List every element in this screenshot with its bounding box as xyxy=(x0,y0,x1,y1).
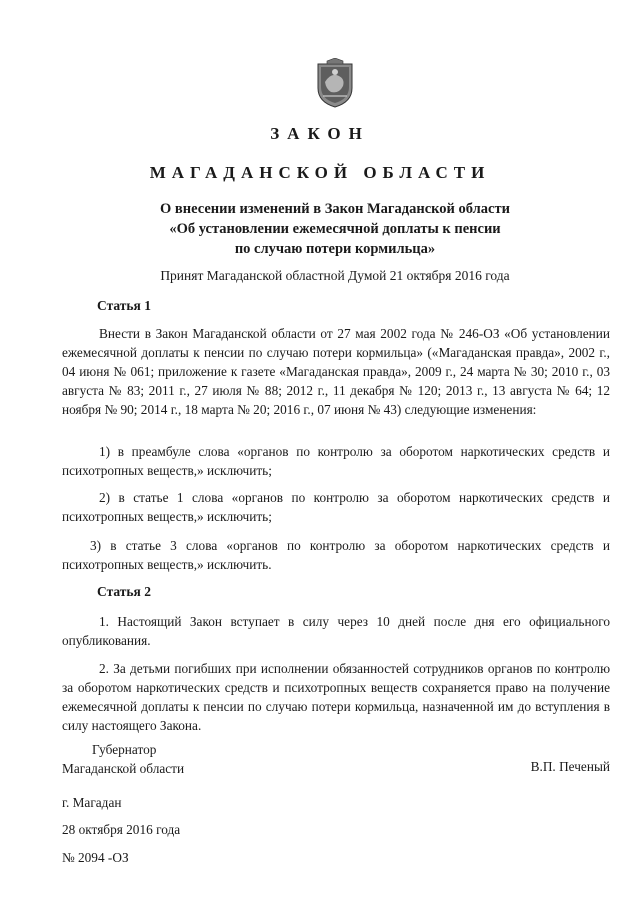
footer-city: г. Магадан xyxy=(62,795,122,810)
law-title-line: «Об установлении ежемесячной доплаты к пенсии xyxy=(169,221,501,237)
signature-title-line: Губернатор xyxy=(92,742,157,757)
footer-date: 28 октября 2016 года xyxy=(62,822,181,837)
signatory-name: В.П. Печеный xyxy=(530,759,610,774)
footer-number: № 2094 -ОЗ xyxy=(62,850,129,865)
article-2-heading: Статья 2 xyxy=(97,584,151,599)
signature-title xyxy=(62,740,184,778)
article-1-item-1: 1) в преамбуле слова «органов по контролю за оборотом наркотических средств и психотропных веществ,» исключить; xyxy=(62,444,610,478)
article-2-paragraph-1: 1. Настоящий Закон вступает в силу через 10 дней после дня его официального опубликования. xyxy=(62,614,610,648)
article-1-item-3: 3) в статье 3 слова «органов по контролю за оборотом наркотических средств и психотропных веществ,» исключить. xyxy=(62,538,610,572)
article-2-paragraph-2: 2. За детьми погибших при исполнении обязанностей сотрудников органов по контролю за оборотом наркотических средств и психотропных веществ сохраняется право на получение ежемесячной доплаты к пенсии по случаю потери кормильца, назначенной им до вступления в силу настоящего Закона. xyxy=(62,661,610,733)
region-heading: МАГАДАНСКОЙ ОБЛАСТИ xyxy=(149,163,491,182)
article-1-intro: Внести в Закон Магаданской области от 27 мая 2002 года № 246-ОЗ «Об установлении ежемесячной доплаты к пенсии по случаю потери кормильца» («Магаданская правда», 2002 г., 04 июня № 061; приложение к газете «Магаданская правда», 2009 г., 24 марта № 30; 2010 г., 03 августа № 83; 2011 г., 27 июля № 88; 2012 г., 11 декабря № 120; 2013 г., 13 августа № 64; 12 ноября № 90; 2014 г., 18 марта № 20; 2016 г., 07 июня № 43) следующие изменения: xyxy=(62,326,610,417)
law-title-line: по случаю потери кормильца» xyxy=(234,241,436,257)
coat-of-arms-icon xyxy=(315,58,355,108)
signature-title-line: Магаданской области xyxy=(62,761,185,776)
law-title xyxy=(60,199,610,259)
adoption-line: Принят Магаданской областной Думой 21 октября 2016 года xyxy=(160,268,510,283)
law-title-line: О внесении изменений в Закон Магаданской области xyxy=(160,201,510,217)
article-1-item-2: 2) в статье 1 слова «органов по контролю за оборотом наркотических средств и психотропных веществ,» исключить; xyxy=(62,490,610,524)
article-1-heading: Статья 1 xyxy=(97,298,151,313)
law-heading: ЗАКОН xyxy=(270,124,370,143)
